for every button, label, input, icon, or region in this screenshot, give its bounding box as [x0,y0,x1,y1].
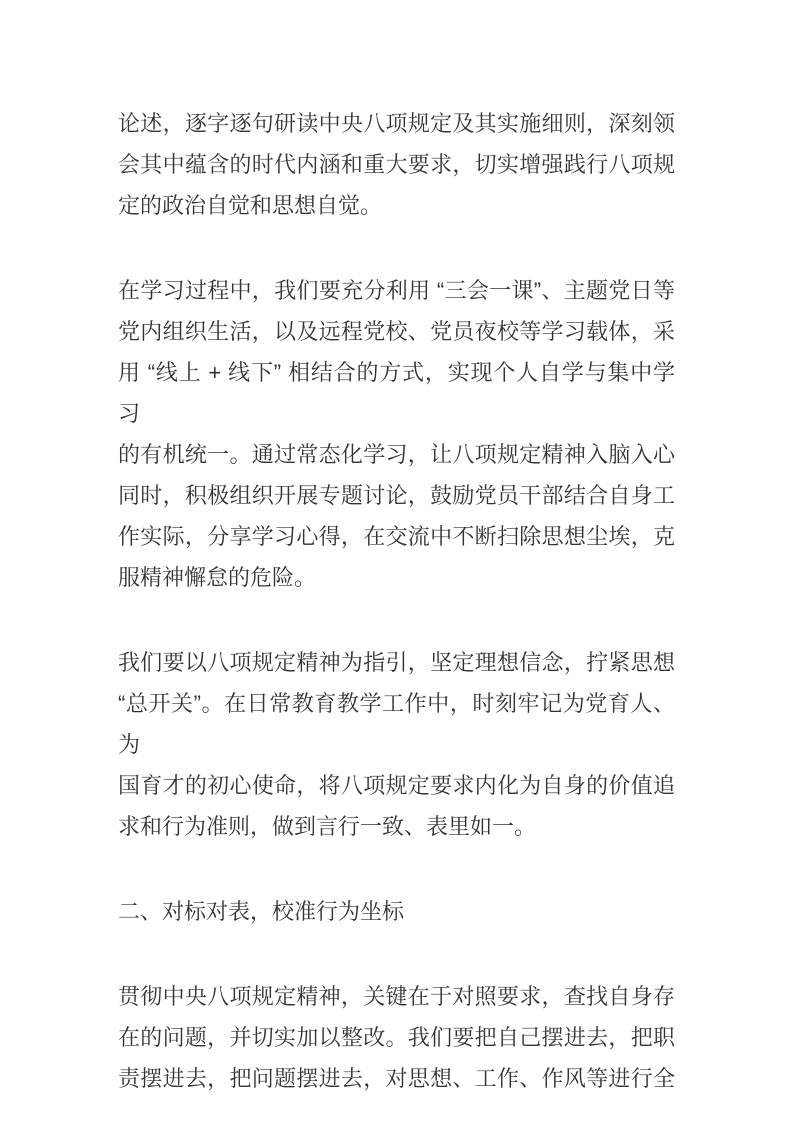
text-line: “总开关”。在日常教育教学工作中，时刻牢记为党育人、为 [118,691,675,757]
text-line: 会其中蕴含的时代内涵和重大要求，切实增强践行八项规 [118,152,675,177]
paragraph [118,976,675,1099]
text-line: 国育才的初心使命，将八项规定要求内化为自身的价值追 [118,773,675,798]
text-line: 在的问题，并切实加以整改。我们要把自己摆进去，把职 [118,1025,675,1050]
text-line: 在学习过程中，我们要充分利用 “三会一课”、主题党日等 [118,278,675,303]
text-line: 党内组织生活，以及远程党校、党员夜校等学习载体，采 [118,319,675,344]
text-line: 的有机统一。通过常态化学习，让八项规定精神入脑入心 [118,442,675,467]
text-line: 服精神懈怠的危险。 [118,565,317,590]
text-line: 用 “线上 + 线下” 相结合的方式，实现个人自学与集中学习 [118,360,675,426]
section-heading [118,891,675,932]
text-line: 求和行为准则，做到言行一致、表里如一。 [118,814,537,839]
paragraph [118,270,675,598]
document-text-body [118,103,675,1122]
text-line: 同时，积极组织开展专题讨论，鼓励党员干部结合自身工 [118,483,675,508]
text-line: 论述，逐字逐句研读中央八项规定及其实施细则，深刻领 [118,111,675,136]
text-line: 贯彻中央八项规定精神，关键在于对照要求，查找自身存 [118,984,675,1009]
text-line: 二、对标对表，校准行为坐标 [118,899,405,924]
text-line: 责摆进去，把问题摆进去，对思想、工作、作风等进行全 [118,1066,675,1091]
text-line: 我们要以八项规定精神为指引，坚定理想信念，拧紧思想 [118,650,675,675]
paragraph [118,642,675,847]
text-line: 定的政治自觉和思想自觉。 [118,193,383,218]
text-line: 作实际，分享学习心得，在交流中不断扫除思想尘埃，克 [118,524,675,549]
paragraph [118,103,675,226]
